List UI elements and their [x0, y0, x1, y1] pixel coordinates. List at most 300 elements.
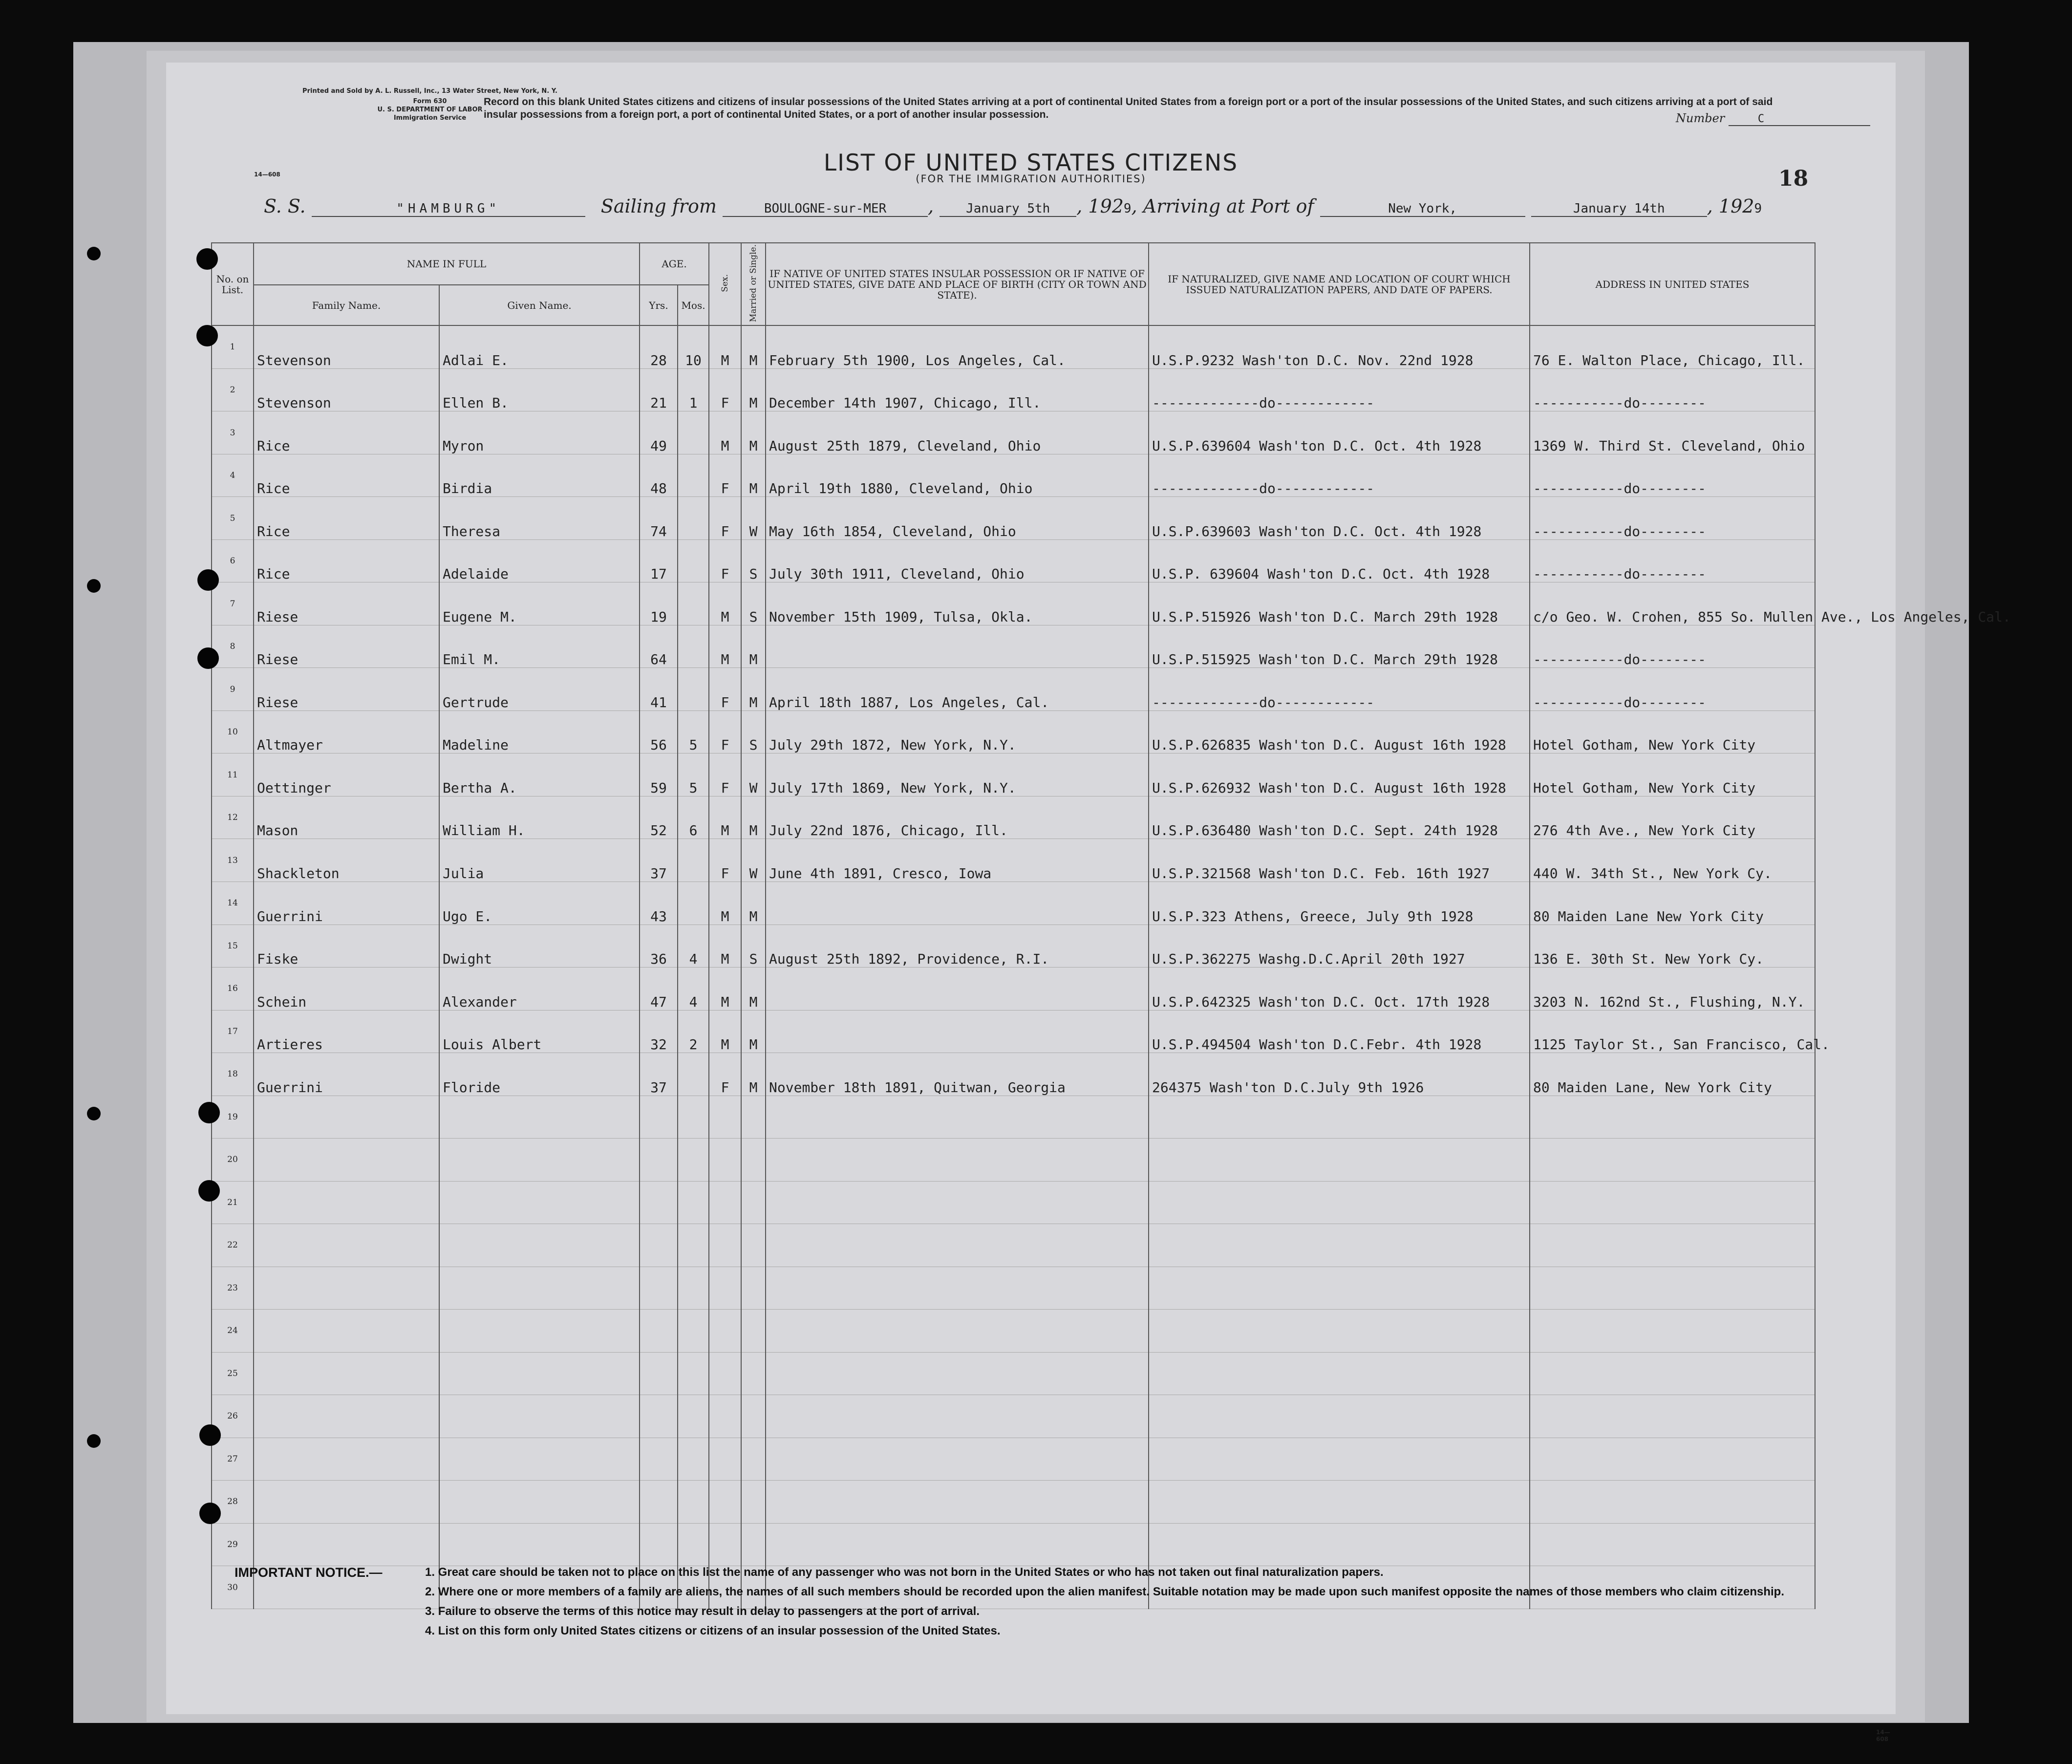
naturalization-info: [1149, 1139, 1530, 1182]
birth-info: [766, 1310, 1149, 1353]
given-name: Ellen B.: [439, 368, 640, 411]
table-row: [212, 1053, 1815, 1096]
us-address: -----------do--------: [1530, 625, 1815, 668]
age-years: [640, 1395, 678, 1438]
age-months: [678, 1310, 709, 1353]
binder-hole: [197, 647, 219, 669]
table-row: [212, 1224, 1815, 1267]
given-name: [439, 1267, 640, 1310]
sheet-number: 18: [1778, 166, 1809, 191]
marital-status: [741, 1139, 766, 1182]
birth-info: [766, 1224, 1149, 1267]
birth-info: April 18th 1887, Los Angeles, Cal.: [766, 668, 1149, 711]
age-years: 47: [640, 968, 678, 1011]
us-address: 76 E. Walton Place, Chicago, Ill.: [1530, 325, 1815, 368]
birth-info: [766, 1181, 1149, 1224]
marital-status: S: [741, 710, 766, 753]
binder-hole: [197, 569, 219, 591]
birth-info: July 29th 1872, New York, N.Y.: [766, 710, 1149, 753]
printer-line: Printed and Sold by A. L. Russell, Inc., 13 Water Street, New York, N. Y.: [302, 87, 557, 95]
row-number: 16: [212, 968, 254, 1011]
naturalization-info: U.S.P. 639604 Wash'ton D.C. Oct. 4th 1928: [1149, 539, 1530, 582]
row-number: 25: [212, 1352, 254, 1395]
given-name: [439, 1181, 640, 1224]
row-number: 23: [212, 1267, 254, 1310]
us-address: c/o Geo. W. Crohen, 855 So. Mullen Ave., Los Angeles, Cal.: [1530, 582, 1815, 625]
given-name: Madeline: [439, 710, 640, 753]
table-row: [212, 1310, 1815, 1353]
table-row: [212, 368, 1815, 411]
age-months: [678, 582, 709, 625]
us-address: [1530, 1523, 1815, 1566]
birth-info: [766, 1352, 1149, 1395]
age-months: [678, 1481, 709, 1524]
birth-info: May 16th 1854, Cleveland, Ohio: [766, 497, 1149, 540]
age-years: [640, 1181, 678, 1224]
table-row: [212, 1481, 1815, 1524]
age-months: [678, 625, 709, 668]
naturalization-info: U.S.P.323 Athens, Greece, July 9th 1928: [1149, 882, 1530, 925]
age-years: [640, 1438, 678, 1481]
given-name: [439, 1139, 640, 1182]
naturalization-info: [1149, 1224, 1530, 1267]
given-name: [439, 1352, 640, 1395]
binder-hole: [198, 1102, 220, 1123]
age-months: [678, 668, 709, 711]
ship-name: "HAMBURG": [312, 201, 585, 217]
age-months: 1: [678, 368, 709, 411]
family-name: Rice: [254, 539, 439, 582]
us-address: 136 E. 30th St. New York Cy.: [1530, 925, 1815, 968]
naturalization-info: -------------do------------: [1149, 454, 1530, 497]
form-instruction: Record on this blank United States citizens and citizens of insular possessions of the United States arriving at a port of continental United States from a foreign port or a port of the insular possessions of the United States, and such citizens arriving at a port of said insular possessions from a foreign port, a port of continental United States, or a port of another insular possession.: [484, 96, 1773, 120]
family-name: Artieres: [254, 1010, 439, 1053]
marital-status: [741, 1267, 766, 1310]
family-name: Oettinger: [254, 753, 439, 796]
row-number: 27: [212, 1438, 254, 1481]
sex: [709, 1310, 741, 1353]
sex: [709, 1224, 741, 1267]
family-name: [254, 1395, 439, 1438]
naturalization-info: -------------do------------: [1149, 368, 1530, 411]
naturalization-info: U.S.P.636480 Wash'ton D.C. Sept. 24th 1928: [1149, 796, 1530, 839]
given-name: Louis Albert: [439, 1010, 640, 1053]
marital-status: [741, 1352, 766, 1395]
table-row: [212, 1096, 1815, 1139]
given-name: Adelaide: [439, 539, 640, 582]
sex: F: [709, 839, 741, 882]
family-name: Riese: [254, 625, 439, 668]
age-years: 48: [640, 454, 678, 497]
age-years: 36: [640, 925, 678, 968]
row-number: 17: [212, 1010, 254, 1053]
row-number: 3: [212, 411, 254, 454]
marital-status: M: [741, 625, 766, 668]
us-address: 276 4th Ave., New York City: [1530, 796, 1815, 839]
row-number: 18: [212, 1053, 254, 1096]
family-name: [254, 1139, 439, 1182]
row-number: 5: [212, 497, 254, 540]
ss-label: S. S.: [264, 195, 306, 217]
marital-status: M: [741, 325, 766, 368]
table-row: [212, 539, 1815, 582]
arrival-year-digit: 9: [1754, 201, 1762, 216]
table-row: [212, 1139, 1815, 1182]
marital-status: S: [741, 539, 766, 582]
us-address: 1125 Taylor St., San Francisco, Cal.: [1530, 1010, 1815, 1053]
row-number: 10: [212, 710, 254, 753]
arriving-label: Arriving at Port of: [1143, 195, 1314, 217]
us-address: [1530, 1310, 1815, 1353]
age-years: [640, 1523, 678, 1566]
sex: F: [709, 368, 741, 411]
birth-info: [766, 1523, 1149, 1566]
table-row: [212, 968, 1815, 1011]
family-name: [254, 1523, 439, 1566]
given-name: Adlai E.: [439, 325, 640, 368]
age-years: [640, 1139, 678, 1182]
birth-info: June 4th 1891, Cresco, Iowa: [766, 839, 1149, 882]
age-months: [678, 1438, 709, 1481]
table-row: [212, 1010, 1815, 1053]
table-row: [212, 925, 1815, 968]
row-number: 20: [212, 1139, 254, 1182]
sex: F: [709, 710, 741, 753]
us-address: 80 Maiden Lane, New York City: [1530, 1053, 1815, 1096]
birth-info: August 25th 1879, Cleveland, Ohio: [766, 411, 1149, 454]
us-address: -----------do--------: [1530, 368, 1815, 411]
sex: M: [709, 968, 741, 1011]
row-number: 14: [212, 882, 254, 925]
naturalization-info: U.S.P.494504 Wash'ton D.C.Febr. 4th 1928: [1149, 1010, 1530, 1053]
col-family-header: Family Name.: [254, 285, 439, 325]
age-years: 52: [640, 796, 678, 839]
marital-status: [741, 1181, 766, 1224]
age-months: 2: [678, 1010, 709, 1053]
given-name: Floride: [439, 1053, 640, 1096]
marital-status: M: [741, 368, 766, 411]
given-name: Bertha A.: [439, 753, 640, 796]
row-number: 30: [212, 1566, 254, 1609]
family-name: Guerrini: [254, 1053, 439, 1096]
birth-info: [766, 1395, 1149, 1438]
notice-item: 1. Great care should be taken not to place on this list the name of any passenger who was not born in the United States or who has not taken out final naturalization papers.: [425, 1566, 1384, 1579]
us-address: 440 W. 34th St., New York Cy.: [1530, 839, 1815, 882]
naturalization-info: U.S.P.321568 Wash'ton D.C. Feb. 16th 1927: [1149, 839, 1530, 882]
age-years: [640, 1352, 678, 1395]
age-years: 59: [640, 753, 678, 796]
us-address: [1530, 1139, 1815, 1182]
row-number: 7: [212, 582, 254, 625]
naturalization-info: 264375 Wash'ton D.C.July 9th 1926: [1149, 1053, 1530, 1096]
age-years: 32: [640, 1010, 678, 1053]
age-months: [678, 454, 709, 497]
col-age-header: AGE.: [640, 243, 709, 285]
marital-status: [741, 1523, 766, 1566]
sex: M: [709, 325, 741, 368]
birth-info: July 17th 1869, New York, N.Y.: [766, 753, 1149, 796]
margin-dot: [87, 1434, 101, 1448]
age-months: [678, 1181, 709, 1224]
age-months: 5: [678, 710, 709, 753]
margin-dot: [87, 579, 101, 593]
marital-status: M: [741, 411, 766, 454]
naturalization-info: [1149, 1352, 1530, 1395]
row-number: 12: [212, 796, 254, 839]
age-years: 43: [640, 882, 678, 925]
voyage-line: S. S. "HAMBURG" Sailing from BOULOGNE-sur-MER , January 5th , 1929, Arriving at Port of New York, January 14th , 1929: [264, 195, 1762, 217]
birth-info: February 5th 1900, Los Angeles, Cal.: [766, 325, 1149, 368]
manifest-page: [166, 63, 2011, 1742]
birth-info: [766, 1139, 1149, 1182]
age-years: [640, 1096, 678, 1139]
form-number: Form 630: [413, 98, 447, 105]
age-years: 17: [640, 539, 678, 582]
birth-info: July 22nd 1876, Chicago, Ill.: [766, 796, 1149, 839]
col-no-header: No. on List.: [212, 243, 254, 325]
birth-info: July 30th 1911, Cleveland, Ohio: [766, 539, 1149, 582]
birth-info: [766, 1010, 1149, 1053]
us-address: [1530, 1352, 1815, 1395]
birth-info: [766, 1438, 1149, 1481]
table-row: [212, 1395, 1815, 1438]
marital-status: M: [741, 668, 766, 711]
us-address: [1530, 1224, 1815, 1267]
sex: M: [709, 625, 741, 668]
sex: M: [709, 411, 741, 454]
naturalization-info: [1149, 1395, 1530, 1438]
given-name: Eugene M.: [439, 582, 640, 625]
sail-year-prefix: 192: [1088, 195, 1124, 217]
table-row: [212, 882, 1815, 925]
family-name: Stevenson: [254, 368, 439, 411]
marital-status: [741, 1438, 766, 1481]
marital-status: W: [741, 753, 766, 796]
marital-status: M: [741, 1053, 766, 1096]
age-years: [640, 1224, 678, 1267]
table-row: [212, 668, 1815, 711]
marital-status: M: [741, 1010, 766, 1053]
age-years: 19: [640, 582, 678, 625]
sail-date: January 5th: [940, 201, 1076, 217]
naturalization-info: U.S.P.642325 Wash'ton D.C. Oct. 17th 1928: [1149, 968, 1530, 1011]
us-address: 3203 N. 162nd St., Flushing, N.Y.: [1530, 968, 1815, 1011]
margin-dot: [87, 1107, 101, 1120]
family-name: [254, 1438, 439, 1481]
sex: [709, 1139, 741, 1182]
age-years: 21: [640, 368, 678, 411]
age-months: 6: [678, 796, 709, 839]
family-name: [254, 1096, 439, 1139]
footer-code: 14—608: [1876, 1729, 1890, 1742]
age-months: [678, 411, 709, 454]
row-number: 9: [212, 668, 254, 711]
naturalization-info: [1149, 1481, 1530, 1524]
age-months: [678, 1352, 709, 1395]
naturalization-info: U.S.P.626835 Wash'ton D.C. August 16th 1928: [1149, 710, 1530, 753]
family-name: Rice: [254, 497, 439, 540]
age-months: [678, 1523, 709, 1566]
form-code: 14—608: [254, 171, 280, 178]
naturalization-info: U.S.P.9232 Wash'ton D.C. Nov. 22nd 1928: [1149, 325, 1530, 368]
row-number: 2: [212, 368, 254, 411]
age-years: 28: [640, 325, 678, 368]
sex: F: [709, 539, 741, 582]
us-address: -----------do--------: [1530, 668, 1815, 711]
given-name: [439, 1481, 640, 1524]
arrival-year-prefix: 192: [1718, 195, 1754, 217]
row-number: 29: [212, 1523, 254, 1566]
naturalization-info: [1149, 1267, 1530, 1310]
col-married-header: Married or Single.: [741, 243, 766, 325]
family-name: [254, 1224, 439, 1267]
marital-status: M: [741, 796, 766, 839]
age-years: [640, 1267, 678, 1310]
sex: F: [709, 497, 741, 540]
table-row: [212, 839, 1815, 882]
age-months: [678, 1224, 709, 1267]
family-name: [254, 1267, 439, 1310]
us-address: -----------do--------: [1530, 539, 1815, 582]
age-months: 4: [678, 968, 709, 1011]
naturalization-info: [1149, 1438, 1530, 1481]
age-months: [678, 1267, 709, 1310]
birth-info: [766, 968, 1149, 1011]
given-name: Julia: [439, 839, 640, 882]
table-row: [212, 1438, 1815, 1481]
birth-info: August 25th 1892, Providence, R.I.: [766, 925, 1149, 968]
family-name: Rice: [254, 411, 439, 454]
row-number: 6: [212, 539, 254, 582]
given-name: [439, 1438, 640, 1481]
from-port: BOULOGNE-sur-MER: [723, 201, 928, 217]
col-sex-header: Sex.: [709, 243, 741, 325]
family-name: Stevenson: [254, 325, 439, 368]
given-name: [439, 1523, 640, 1566]
marital-status: S: [741, 582, 766, 625]
age-years: 64: [640, 625, 678, 668]
binder-hole: [199, 1503, 221, 1524]
department-name: U. S. DEPARTMENT OF LABOR: [377, 106, 483, 113]
age-months: [678, 882, 709, 925]
given-name: Gertrude: [439, 668, 640, 711]
sex: F: [709, 753, 741, 796]
age-months: 4: [678, 925, 709, 968]
col-address-header: ADDRESS IN UNITED STATES: [1530, 243, 1815, 325]
age-months: [678, 839, 709, 882]
arrival-date: January 14th: [1531, 201, 1707, 217]
margin-dot: [87, 247, 101, 260]
us-address: [1530, 1481, 1815, 1524]
sex: [709, 1352, 741, 1395]
row-number: 8: [212, 625, 254, 668]
passenger-rows: [212, 325, 2011, 1609]
table-row: [212, 582, 1815, 625]
sex: [709, 1438, 741, 1481]
us-address: 1369 W. Third St. Cleveland, Ohio: [1530, 411, 1815, 454]
row-number: 26: [212, 1395, 254, 1438]
birth-info: November 18th 1891, Quitwan, Georgia: [766, 1053, 1149, 1096]
age-months: [678, 1395, 709, 1438]
age-months: 10: [678, 325, 709, 368]
given-name: [439, 1395, 640, 1438]
us-address: [1530, 1181, 1815, 1224]
row-number: 13: [212, 839, 254, 882]
sex: M: [709, 582, 741, 625]
col-naturalized-header: IF NATURALIZED, GIVE NAME AND LOCATION OF COURT WHICH ISSUED NATURALIZATION PAPERS, AND DATE OF PAPERS.: [1149, 243, 1530, 325]
row-number: 22: [212, 1224, 254, 1267]
naturalization-info: U.S.P.362275 Washg.D.C.April 20th 1927: [1149, 925, 1530, 968]
marital-status: M: [741, 454, 766, 497]
age-months: [678, 1096, 709, 1139]
birth-info: [766, 1481, 1149, 1524]
marital-status: [741, 1395, 766, 1438]
sex: [709, 1267, 741, 1310]
given-name: Dwight: [439, 925, 640, 968]
row-number: 24: [212, 1310, 254, 1353]
family-name: [254, 1481, 439, 1524]
sex: [709, 1096, 741, 1139]
age-years: 74: [640, 497, 678, 540]
given-name: Ugo E.: [439, 882, 640, 925]
table-row: [212, 1267, 1815, 1310]
table-row: [212, 1352, 1815, 1395]
sex: F: [709, 668, 741, 711]
sex: M: [709, 1010, 741, 1053]
notice-item: 2. Where one or more members of a family are aliens, the names of all such members should be recorded upon the alien manifest. Suitable notation may be made upon such manifest opposite the names of those members who claim citizenship.: [425, 1585, 1784, 1598]
row-number: 4: [212, 454, 254, 497]
table-row: [212, 411, 1815, 454]
table-row: [212, 1523, 1815, 1566]
col-name-header: NAME IN FULL: [254, 243, 640, 285]
birth-info: [766, 625, 1149, 668]
sex: M: [709, 882, 741, 925]
us-address: [1530, 1438, 1815, 1481]
marital-status: M: [741, 882, 766, 925]
marital-status: [741, 1481, 766, 1524]
notice-heading: IMPORTANT NOTICE.—: [235, 1565, 383, 1580]
sex: [709, 1181, 741, 1224]
notice-item: 4. List on this form only United States citizens or citizens of an insular possession of the United States.: [425, 1624, 1001, 1637]
passenger-table: [211, 242, 2011, 1609]
naturalization-info: [1149, 1310, 1530, 1353]
us-address: 80 Maiden Lane New York City: [1530, 882, 1815, 925]
binder-hole: [196, 248, 218, 270]
binder-hole: [198, 1180, 220, 1202]
family-name: [254, 1181, 439, 1224]
sex: M: [709, 796, 741, 839]
family-name: [254, 1310, 439, 1353]
marital-status: S: [741, 925, 766, 968]
given-name: [439, 1224, 640, 1267]
given-name: Theresa: [439, 497, 640, 540]
given-name: [439, 1310, 640, 1353]
table-row: [212, 497, 1815, 540]
age-years: 41: [640, 668, 678, 711]
number-value: C: [1729, 113, 1870, 126]
given-name: Emil M.: [439, 625, 640, 668]
given-name: William H.: [439, 796, 640, 839]
sail-year-digit: 9: [1123, 201, 1132, 216]
family-name: [254, 1352, 439, 1395]
sex: [709, 1395, 741, 1438]
sex: [709, 1523, 741, 1566]
naturalization-info: U.S.P.639603 Wash'ton D.C. Oct. 4th 1928: [1149, 497, 1530, 540]
us-address: Hotel Gotham, New York City: [1530, 753, 1815, 796]
notice-items: [425, 1565, 1842, 1643]
family-name: Rice: [254, 454, 439, 497]
row-number: 15: [212, 925, 254, 968]
